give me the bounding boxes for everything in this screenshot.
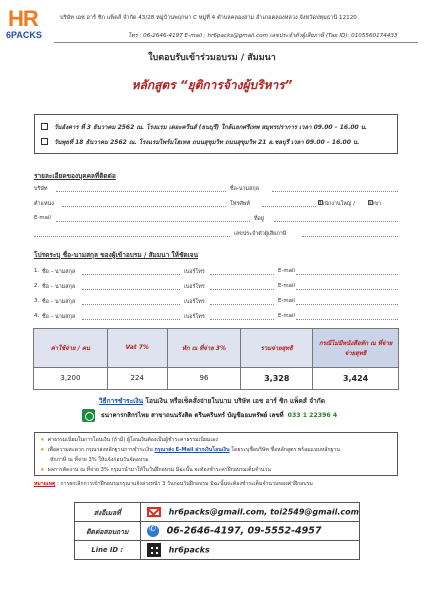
price-table [33,328,399,390]
contact-row-email [75,503,360,522]
remark-label: หมายเหตุ [34,481,56,487]
contact-line-label: Line ID : [75,541,141,560]
contact-email-text: hr6packs@gmail.com, toi2549@gmail.com [168,507,359,517]
attendee-email-field[interactable] [296,304,398,305]
contact-email-value[interactable] [140,503,359,522]
star-icon: ★ [40,467,45,473]
note-item [40,456,392,466]
note-text: ผลการตัดงาน ณ ที่จ่าย 3% กรุณานำมาให้ในวันฝึกอบรม มิฉะนั้น จะต้องชำระค่าฝึกอบรมเต็มจำนวน [47,467,271,473]
attendee-email-label: E-mail [278,283,295,289]
payment-label: วิธีการชำระเงิน [98,397,144,405]
position-row [34,200,398,210]
contact-row-phone [75,522,360,541]
attendee-number: 3. [34,298,40,304]
attendee-phone-label: เบอร์โทร [184,314,205,320]
contact-line-text: hr6packs [168,545,210,555]
price-header-vat: Vat 7% [107,329,167,368]
attendee-number: 4. [34,313,40,319]
attendee-name-label: ชื่อ – นามสกุล [42,269,76,275]
qr-code-icon [147,543,161,557]
email-address-row [34,215,398,225]
price-header-row [34,329,399,368]
attendee-name-field[interactable] [82,319,180,320]
remark-text: : การยกเลิกการเข้าฝึกอบรมกรุณาแจ้งล่วงหน้า 3 วันก่อนวันฝึกอบรม มิฉะนั้นจะต้องชำระเต็มจำนวนของค่าฝึกอบรม [57,481,313,487]
attendee-row [34,283,398,293]
note-item [40,466,392,476]
schedule-checkbox[interactable] [41,138,48,145]
attendee-name-field[interactable] [82,274,180,275]
attendee-name-label: ชื่อ – นามสกุล [42,284,76,290]
phone-field[interactable] [262,206,316,207]
schedule-option[interactable] [41,119,391,134]
company-field[interactable] [56,191,226,192]
price-cost: 3,200 [34,367,108,389]
address-continued-field[interactable] [34,236,230,237]
attendee-number: 1. [34,268,40,274]
price-header-net-no-withholding: กรณีไม่มีหนังสือหัก ณ ที่จ่าย จ่ายสุทธิ [313,329,399,368]
price-vat: 224 [107,367,167,389]
contact-name-field[interactable] [272,191,398,192]
schedule-text: วันพุธที่ 18 ธันวาคม 2562 ณ. โรงแรมไพร์มโฮเทล ถนนสุขุมวิท ถนนสุขุมวิท 21 อ.ชลบุรี เวลา 09.00 – 16.00 น. [54,138,360,146]
attendee-phone-label: เบอร์โทร [184,269,205,275]
attendee-number: 2. [34,283,40,289]
tax-id-label: เลขประจำตัวผู้เสียภาษี [234,231,287,237]
company-row [34,185,398,195]
remark [34,480,313,488]
schedule-checkbox[interactable] [41,123,48,130]
tax-id-field[interactable] [302,236,398,237]
attendee-section-heading: โปรดระบุ ชื่อ-นามสกุล ของผู้เข้าอบรม / สัมมนา ให้ชัดเจน [34,251,199,259]
schedule-text: วันอังคาร ที่ 3 ธันวาคม 2562 ณ. โรงแรม เดอะควีนส์ (ธนบุรี) ใกล้แยกศรีเทพ สมุทรปราการ เวลา 09.00 – 16.00 น. [54,123,368,131]
price-value-row [34,367,399,389]
note-text: หักภาษี ณ ที่จ่าย 3% ให้แจ้งก่อนวันจัดอบรม [50,457,149,463]
contact-email-label: ส่งอีเมลที่ [75,503,141,522]
schedule-box [34,114,398,154]
email-label: E-mail [34,215,51,221]
schedule-option[interactable] [41,134,391,149]
document-title: ใบตอบรับเข้าร่วมอบรม / สัมมนา [148,53,276,63]
bank-account-number: 033 1 22396 4 [287,411,338,419]
price-net: 3,328 [241,367,313,389]
attendee-row [34,313,398,323]
company-label: บริษัท [34,186,48,192]
price-withholding: 96 [167,367,241,389]
contact-phone-label: ติดต่อสอบถาม [75,522,141,541]
company-contact: โทร : 06-2646-4197 E-mail : hr6packs@gmail.com เลขประจำตัวผู้เสียภาษี (Tax ID): 0105560174433 [128,33,398,39]
contact-row-line [75,541,360,560]
attendee-name-field[interactable] [82,304,180,305]
payment-method [0,395,424,406]
attendee-phone-field[interactable] [210,289,274,290]
tax-id-row [34,230,398,240]
contact-line-value[interactable] [140,541,359,560]
attendee-email-label: E-mail [278,298,295,304]
head-office-label: สำนักงานใหญ่ / [318,201,355,207]
note-emphasis: กรุณาส่ง E-Mail ฝากเงินโอนเงิน [154,447,230,453]
position-field[interactable] [62,206,226,207]
attendee-phone-field[interactable] [210,319,274,320]
attendee-phone-field[interactable] [210,274,274,275]
attendee-name-field[interactable] [82,289,180,290]
header-divider [54,42,418,43]
note-text: ค่าธรรมเนียมในการโอนเงิน (ถ้ามี) ผู้โอนเงินต้องเป็นผู้ชำระค่าธรรมเนียมเอง [47,437,218,443]
note-item [40,446,392,456]
contact-phone-text: 06-2646-4197, 09-5552-4957 [166,525,322,537]
attendee-row [34,298,398,308]
payment-text: โอนเงิน หรือเช็คสั่งจ่ายในนาม บริษัท เอช อาร์ ซิก แพ็คส์ จำกัด [145,397,326,405]
price-header-net: รวมจ่ายสุทธิ [241,329,313,368]
attendee-name-label: ชื่อ – นามสกุล [42,314,76,320]
contact-name-label: ชื่อ-นามสกุล [230,186,259,192]
price-header-withholding: หัก ณ ที่จ่าย 3% [167,329,241,368]
note-text: เพื่อความสะดวก กรุณาส่งหลักฐานการชำระเงิน [47,447,153,453]
phone-icon [147,525,159,537]
bank-logo-icon [82,409,95,422]
address-field[interactable] [274,221,398,222]
star-icon: ★ [40,447,45,453]
attendee-email-field[interactable] [296,274,398,275]
attendee-email-label: E-mail [278,313,295,319]
contact-phone-value[interactable] [140,522,359,541]
attendee-name-label: ชื่อ – นามสกุล [42,299,76,305]
contact-table [74,502,360,560]
bank-account [82,408,337,422]
address-label: ที่อยู่ [254,216,264,222]
attendee-phone-label: เบอร์โทร [184,284,205,290]
price-header-cost: ค่าใช้จ่าย / คน [34,329,108,368]
logo-packs-text: 6PACKS [6,30,42,40]
attendee-email-label: E-mail [278,268,295,274]
price-net-no-withholding: 3,424 [313,367,399,389]
attendee-phone-field[interactable] [210,304,274,305]
phone-label: โทรศัพท์ [230,201,250,207]
notes-box [34,432,398,476]
email-field[interactable] [56,221,250,222]
branch-label: สาขา [368,201,382,207]
logo-hr-text: HR [8,6,38,31]
star-icon: ★ [40,437,45,443]
attendee-email-field[interactable] [296,319,398,320]
note-item [40,436,392,446]
position-label: ตำแหน่ง [34,201,54,207]
mail-icon [147,507,161,517]
attendee-row [34,268,398,278]
attendee-phone-label: เบอร์โทร [184,299,205,305]
attendee-email-field[interactable] [296,289,398,290]
contact-section-heading: รายละเอียดของบุคคลที่ติดต่อ [34,172,116,180]
note-text: โดยระบุชื่อบริษัท ชื่อหลักสูตร พร้อมแนบหลักฐาน [231,447,340,453]
bank-details: ธนาคารกสิกรไทย สาขาถนนรังสิต ตรีนครินทร์ บัญชีออมทรัพย์ เลขที่ [101,412,284,419]
company-address: บริษัท เอช อาร์ ซิก แพ็คส์ จำกัด 43/28 หมู่บ้านพฤกษา C หมู่ที่ 4 ตำบลคลองสาม อำเภอคลองหลวง จังหวัดปทุมธานี 12120 [60,15,357,21]
company-logo [6,8,50,42]
course-title: หลักสูตร “ยุติการจ้างผู้บริหาร” [131,78,293,92]
